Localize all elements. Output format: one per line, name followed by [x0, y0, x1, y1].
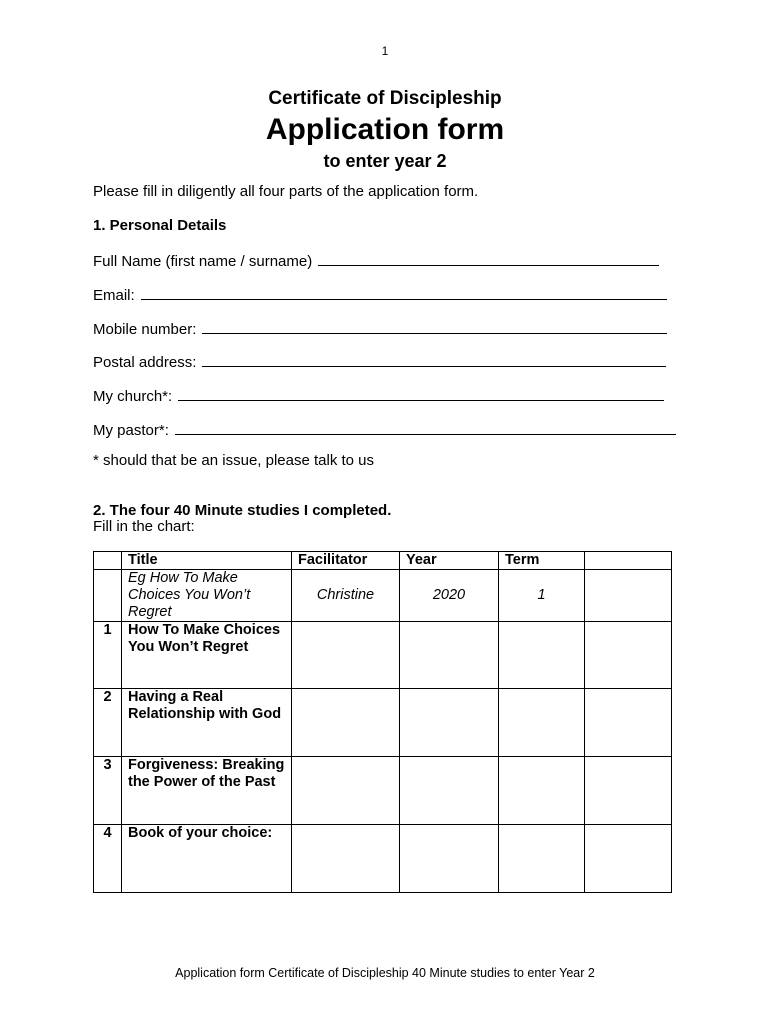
section-1-heading: 1. Personal Details — [93, 217, 227, 234]
postal-address-line[interactable] — [202, 352, 666, 367]
example-facilitator: Christine — [292, 570, 400, 622]
study-title: Forgiveness: Breaking the Power of the Past — [122, 757, 292, 825]
section-2-heading: 2. The four 40 Minute studies I completed. — [93, 502, 392, 519]
row-number: 4 — [94, 825, 122, 893]
example-num-cell — [94, 570, 122, 622]
church-field[interactable] — [93, 386, 664, 405]
church-label: My church*: — [93, 388, 173, 405]
example-year: 2020 — [400, 570, 499, 622]
column-header — [94, 552, 122, 570]
facilitator-cell[interactable] — [292, 757, 400, 825]
table-row — [94, 622, 672, 689]
section-2-subheading: Fill in the chart: — [93, 518, 195, 535]
mobile-number-label: Mobile number: — [93, 321, 197, 338]
example-row — [94, 570, 672, 622]
table-header-row — [94, 552, 672, 570]
email-label: Email: — [93, 287, 135, 304]
year-cell[interactable] — [400, 757, 499, 825]
extra-cell[interactable] — [585, 622, 672, 689]
term-cell[interactable] — [499, 825, 585, 893]
full-name-label: Full Name (first name / surname) — [93, 253, 313, 270]
study-title: Having a Real Relationship with God — [122, 689, 292, 757]
studies-table — [93, 551, 672, 893]
pastor-line[interactable] — [175, 420, 676, 435]
column-header — [585, 552, 672, 570]
postal-address-field[interactable] — [93, 352, 666, 371]
row-number: 1 — [94, 622, 122, 689]
facilitator-cell[interactable] — [292, 825, 400, 893]
mobile-number-field[interactable] — [93, 319, 667, 338]
page-footer: Application form Certificate of Discipleship 40 Minute studies to enter Year 2 — [175, 966, 595, 980]
example-title: Eg How To Make Choices You Won’t Regret — [122, 570, 292, 622]
column-header-year: Year — [400, 552, 499, 570]
example-term: 1 — [499, 570, 585, 622]
study-title: Book of your choice: — [122, 825, 292, 893]
mobile-number-line[interactable] — [202, 319, 667, 334]
certificate-title: Certificate of Discipleship — [268, 88, 502, 109]
table-row — [94, 825, 672, 893]
extra-cell[interactable] — [585, 825, 672, 893]
pastor-label: My pastor*: — [93, 422, 169, 439]
footnote-text: * should that be an issue, please talk to us — [93, 452, 375, 469]
facilitator-cell[interactable] — [292, 622, 400, 689]
full-name-line[interactable] — [318, 251, 659, 266]
row-number: 3 — [94, 757, 122, 825]
form-title: Application form — [265, 113, 505, 146]
column-header-title: Title — [122, 552, 292, 570]
pastor-field[interactable] — [93, 420, 676, 439]
study-title: How To Make Choices You Won’t Regret — [122, 622, 292, 689]
term-cell[interactable] — [499, 757, 585, 825]
postal-address-label: Postal address: — [93, 354, 197, 371]
example-extra-cell — [585, 570, 672, 622]
page-number: 1 — [381, 44, 389, 58]
email-field[interactable] — [93, 285, 667, 304]
full-name-field[interactable] — [93, 251, 659, 270]
column-header-term: Term — [499, 552, 585, 570]
year-cell[interactable] — [400, 825, 499, 893]
table-row — [94, 757, 672, 825]
row-number: 2 — [94, 689, 122, 757]
table-row — [94, 689, 672, 757]
intro-text: Please fill in diligently all four parts of the application form. — [93, 183, 479, 200]
extra-cell[interactable] — [585, 689, 672, 757]
term-cell[interactable] — [499, 622, 585, 689]
extra-cell[interactable] — [585, 757, 672, 825]
term-cell[interactable] — [499, 689, 585, 757]
year-cell[interactable] — [400, 689, 499, 757]
church-line[interactable] — [178, 386, 664, 401]
form-subtitle: to enter year 2 — [323, 151, 447, 171]
form-header — [0, 86, 770, 174]
email-line[interactable] — [141, 285, 667, 300]
facilitator-cell[interactable] — [292, 689, 400, 757]
column-header-facilitator: Facilitator — [292, 552, 400, 570]
year-cell[interactable] — [400, 622, 499, 689]
